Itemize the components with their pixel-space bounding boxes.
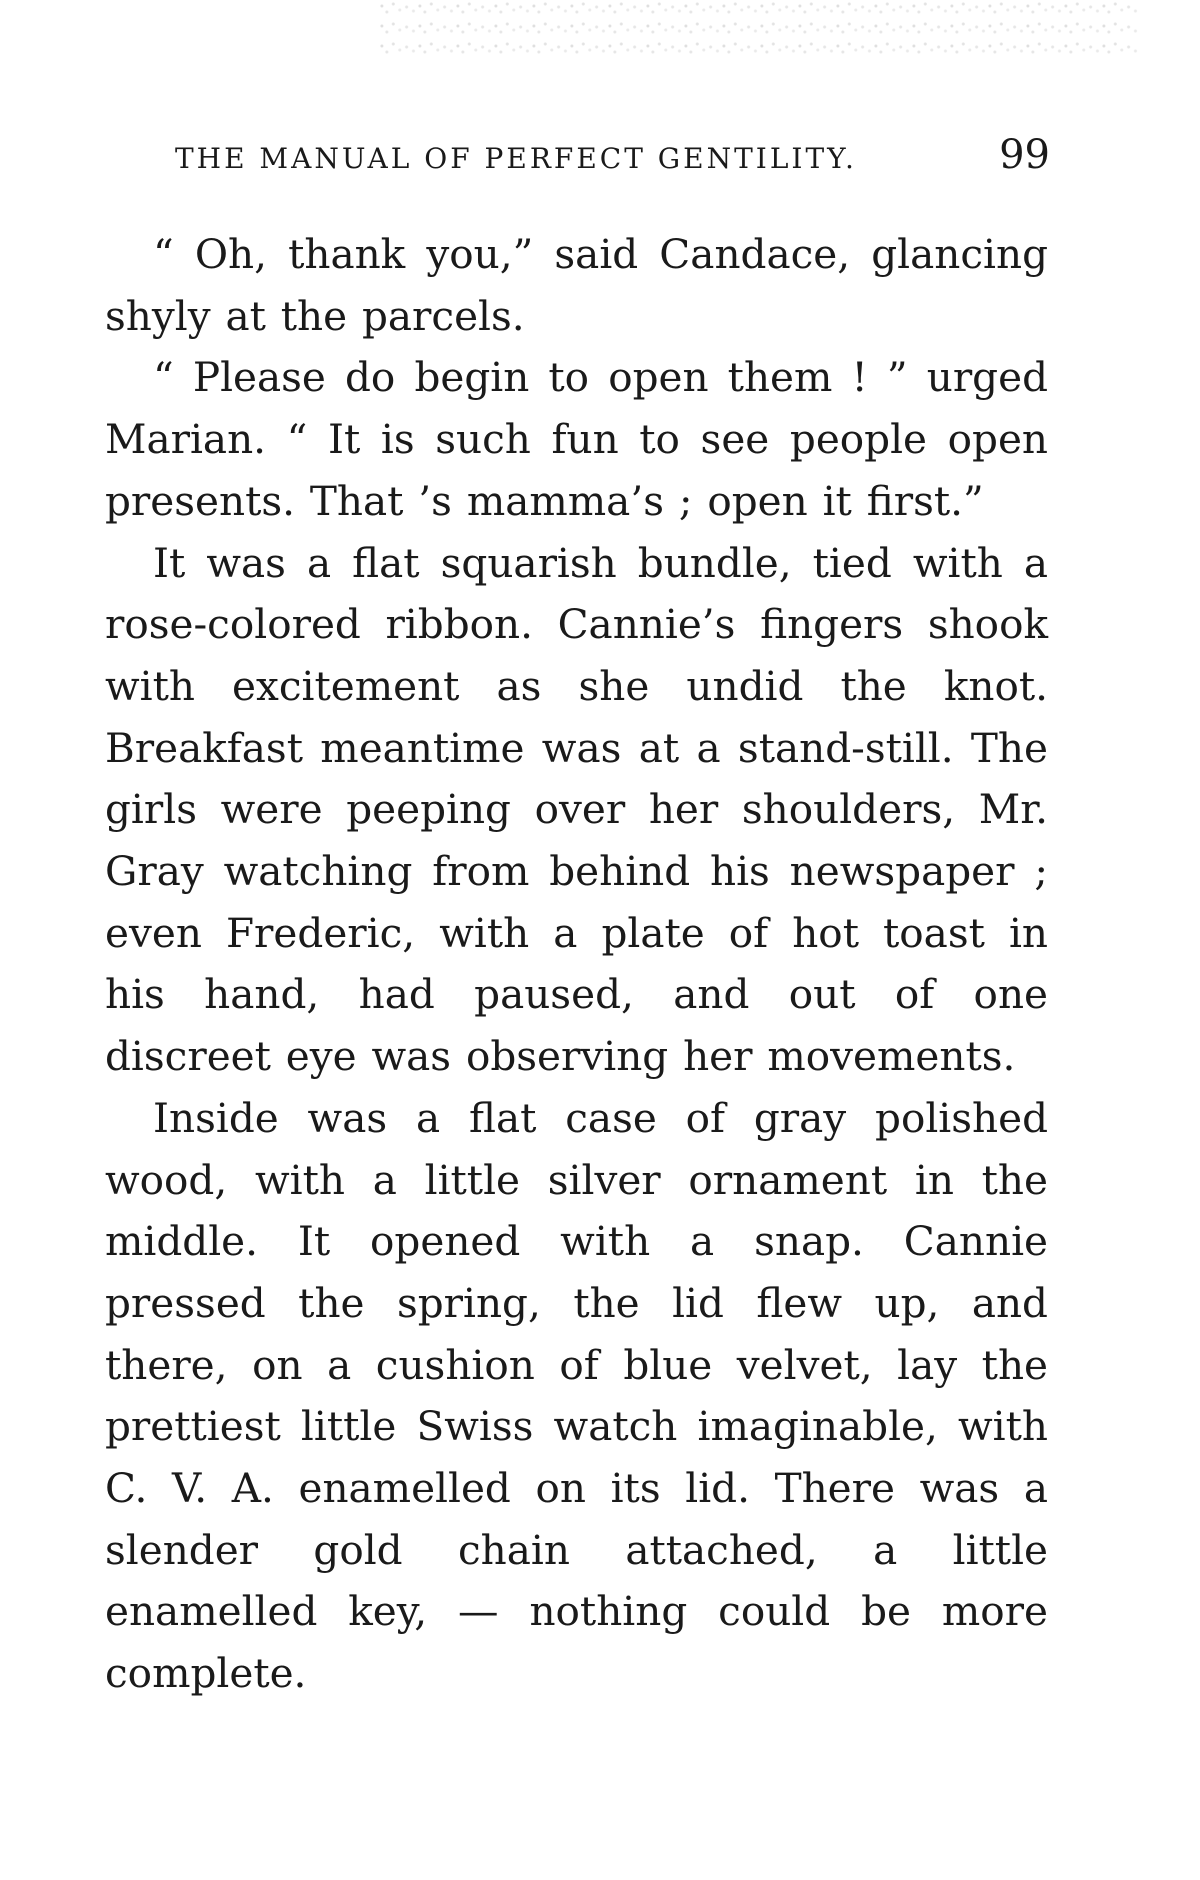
paragraph-2: “ Please do begin to open them ! ” urged Marian. “ It is such fun to see people open presents. That ’s mamma’s ; open it first.” <box>105 353 1048 525</box>
paragraph-3: It was a flat squarish bundle, tied with a rose-colored ribbon. Cannie’s fingers shook with excitement as she undid the knot. Breakfast meantime was at a stand-still. The girls were peeping over her shoulders, Mr. Gray watching from behind his newspaper ; even Frederic, with a plate of hot toast in his hand, had paused, and out of one discreet eye was observing her movements. <box>105 538 1048 1081</box>
print-speckle <box>380 0 1140 55</box>
running-title: THE MANUAL OF PERFECT GENTILITY. <box>175 142 857 175</box>
running-head <box>175 132 1050 182</box>
body-text <box>105 224 1048 1705</box>
paragraph-4: Inside was a flat case of gray polished wood, with a little silver ornament in the middle. It opened with a snap. Cannie pressed the spring, the lid flew up, and there, on a cushion of blue velvet, lay the prettiest little Swiss watch imaginable, with C. V. A. enamelled on its lid. There was a slender gold chain attached, a little enamelled key, — nothing could be more complete. <box>105 1093 1048 1698</box>
paragraph-1: “ Oh, thank you,” said Candace, glancing shyly at the parcels. <box>105 230 1048 340</box>
page-number: 99 <box>999 132 1050 178</box>
